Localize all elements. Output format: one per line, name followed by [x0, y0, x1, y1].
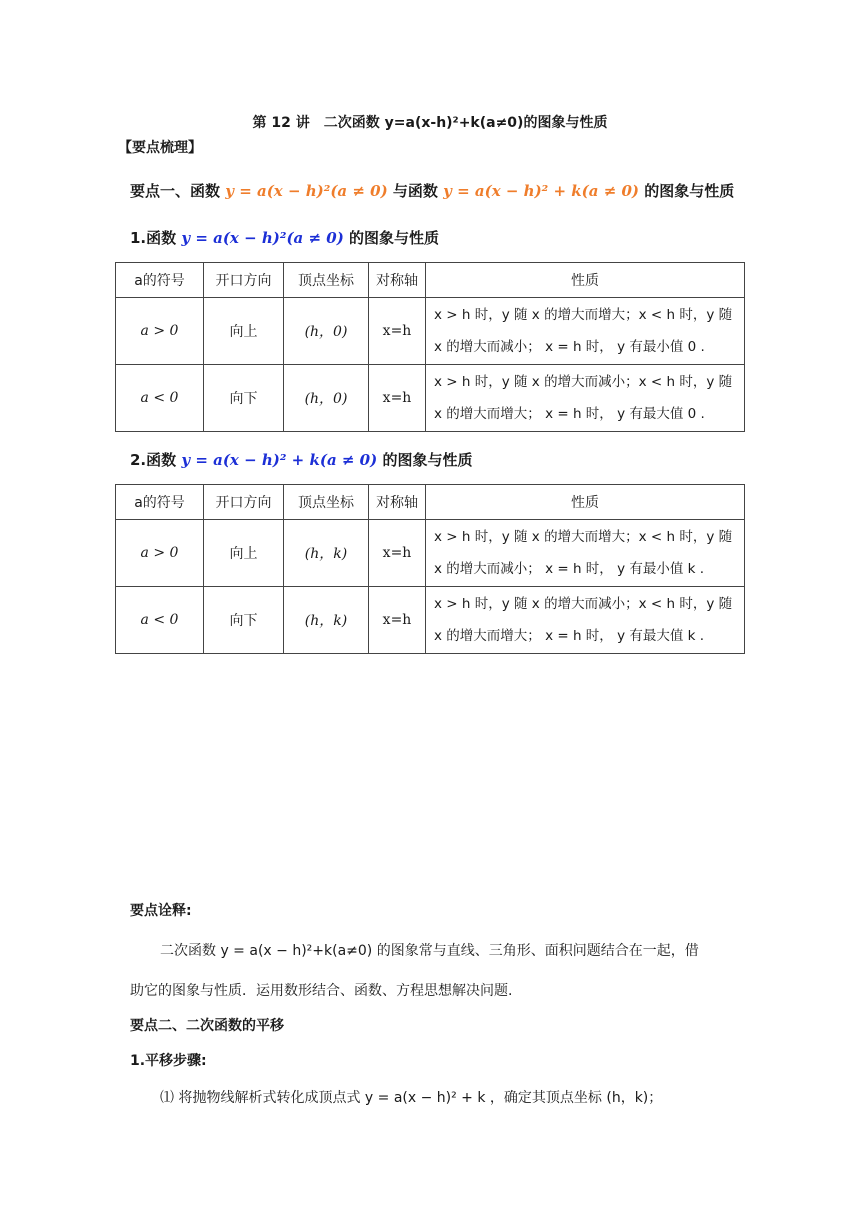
header-vertex: 顶点坐标	[284, 485, 369, 520]
cell-vertex: (h，k)	[284, 520, 369, 587]
sub2-suffix: 的图象与性质	[382, 451, 473, 469]
table-row	[116, 298, 745, 365]
sub1-prefix: 1.函数	[130, 229, 177, 247]
sub2-prefix: 2.函数	[130, 451, 177, 469]
cell-property	[426, 587, 745, 654]
step-1: ⑴ 将抛物线解析式转化成顶点式 y = a(x − h)² + k ，确定其顶点坐标 (h，k)；	[160, 1090, 663, 1106]
explain-line-1: 二次函数 y = a(x − h)²+k(a≠0) 的图象常与直线、三角形、面积问题结合在一起，借	[160, 943, 699, 959]
cell-opening: 向下	[204, 587, 284, 654]
header-vertex: 顶点坐标	[284, 263, 369, 298]
table-1	[115, 262, 745, 432]
cell-axis: x=h	[369, 365, 426, 432]
sub1-formula: y = a(x − h)²(a ≠ 0)	[181, 229, 344, 247]
step-label: 1.平移步骤:	[130, 1053, 207, 1069]
property-line: x 的增大而增大； x = h 时， y 有最大值 0 .	[434, 406, 705, 422]
header-opening: 开口方向	[204, 263, 284, 298]
cell-property	[426, 365, 745, 432]
point1-suffix: 的图象与性质	[644, 182, 735, 200]
explain-label: 要点诠释:	[130, 903, 192, 919]
sub2-formula: y = a(x − h)² + k(a ≠ 0)	[181, 451, 378, 469]
table-header-row	[116, 485, 745, 520]
table-row	[116, 520, 745, 587]
cell-vertex: (h，k)	[284, 587, 369, 654]
header-property: 性质	[426, 485, 745, 520]
cell-opening: 向上	[204, 298, 284, 365]
cell-sign: a > 0	[116, 520, 204, 587]
cell-property	[426, 520, 745, 587]
point1-prefix: 要点一、函数	[130, 182, 221, 200]
header-property: 性质	[426, 263, 745, 298]
property-line: x 的增大而增大； x = h 时， y 有最大值 k .	[434, 628, 705, 644]
cell-sign: a < 0	[116, 587, 204, 654]
cell-axis: x=h	[369, 587, 426, 654]
header-axis: 对称轴	[369, 263, 426, 298]
point1-formula-b: y = a(x − h)² + k(a ≠ 0)	[443, 182, 640, 200]
point2-heading: 要点二、二次函数的平移	[130, 1018, 284, 1034]
table-row	[116, 365, 745, 432]
point1-formula-a: y = a(x − h)²(a ≠ 0)	[225, 182, 388, 200]
cell-property	[426, 298, 745, 365]
property-line: x 的增大而减小； x = h 时， y 有最小值 0 .	[434, 339, 705, 355]
page-title: 第 12 讲 二次函数 y=a(x-h)²+k(a≠0)的图象与性质	[252, 115, 608, 131]
cell-axis: x=h	[369, 520, 426, 587]
header-opening: 开口方向	[204, 485, 284, 520]
cell-sign: a < 0	[116, 365, 204, 432]
sub2-heading	[130, 449, 472, 470]
header-axis: 对称轴	[369, 485, 426, 520]
table-header-row	[116, 263, 745, 298]
point1-heading	[130, 180, 734, 201]
header-sign: a的符号	[116, 485, 204, 520]
cell-opening: 向上	[204, 520, 284, 587]
point1-mid: 与函数	[392, 182, 438, 200]
cell-axis: x=h	[369, 298, 426, 365]
sub1-heading	[130, 227, 439, 248]
cell-vertex: (h，0)	[284, 365, 369, 432]
explain-line-2: 助它的图象与性质．运用数形结合、函数、方程思想解决问题.	[130, 983, 513, 999]
table-row	[116, 587, 745, 654]
sub1-suffix: 的图象与性质	[349, 229, 440, 247]
header-sign: a的符号	[116, 263, 204, 298]
property-line: x > h 时，y 随 x 的增大而减小；x < h 时，y 随	[434, 596, 733, 612]
cell-vertex: (h，0)	[284, 298, 369, 365]
property-line: x > h 时，y 随 x 的增大而增大；x < h 时，y 随	[434, 529, 733, 545]
section-label: 【要点梳理】	[118, 140, 202, 156]
property-line: x > h 时，y 随 x 的增大而减小；x < h 时，y 随	[434, 374, 733, 390]
cell-sign: a > 0	[116, 298, 204, 365]
property-line: x 的增大而减小； x = h 时， y 有最小值 k .	[434, 561, 705, 577]
cell-opening: 向下	[204, 365, 284, 432]
table-2	[115, 484, 745, 654]
property-line: x > h 时，y 随 x 的增大而增大；x < h 时，y 随	[434, 307, 733, 323]
